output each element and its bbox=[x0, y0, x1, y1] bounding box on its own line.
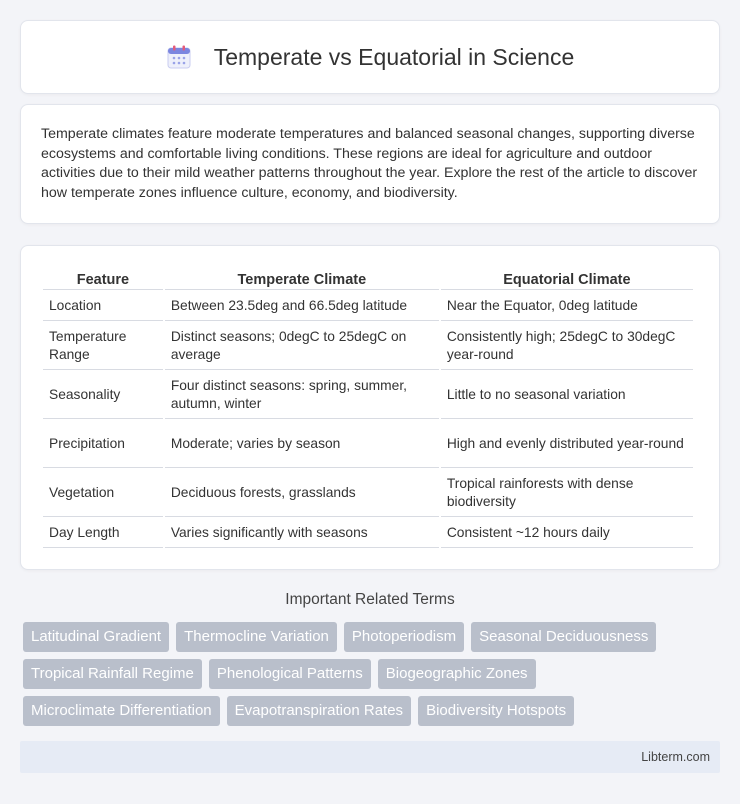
tag-thermocline-variation[interactable]: Thermocline Variation bbox=[176, 622, 337, 652]
table-cell: Precipitation bbox=[43, 421, 163, 468]
tag-biodiversity-hotspots[interactable]: Biodiversity Hotspots bbox=[418, 696, 574, 726]
table-cell: Location bbox=[43, 292, 163, 321]
table-cell: Little to no seasonal variation bbox=[441, 372, 693, 419]
tag-biogeographic-zones[interactable]: Biogeographic Zones bbox=[378, 659, 536, 689]
table-row bbox=[43, 421, 693, 468]
header-equatorial: Equatorial Climate bbox=[441, 268, 693, 290]
related-terms-tags bbox=[23, 622, 723, 733]
tag-microclimate-differentiation[interactable]: Microclimate Differentiation bbox=[23, 696, 220, 726]
table-cell: High and evenly distributed year-round bbox=[441, 421, 693, 468]
table-cell: Vegetation bbox=[43, 470, 163, 517]
footer bbox=[20, 741, 720, 773]
table-row bbox=[43, 519, 693, 548]
table-header-row bbox=[43, 268, 693, 290]
table-cell: Consistent ~12 hours daily bbox=[441, 519, 693, 548]
table-cell: Moderate; varies by season bbox=[165, 421, 439, 468]
title-wrap bbox=[166, 44, 575, 71]
header-card bbox=[20, 20, 720, 94]
related-terms-title: Important Related Terms bbox=[285, 591, 455, 608]
table-cell: Temperature Range bbox=[43, 323, 163, 370]
calendar-icon bbox=[166, 44, 192, 70]
table-cell: Distinct seasons; 0degC to 25degC on average bbox=[165, 323, 439, 370]
table-cell: Between 23.5deg and 66.5deg latitude bbox=[165, 292, 439, 321]
header-temperate: Temperate Climate bbox=[165, 268, 439, 290]
intro-card bbox=[20, 104, 720, 224]
tag-photoperiodism[interactable]: Photoperiodism bbox=[344, 622, 464, 652]
table-cell: Seasonality bbox=[43, 372, 163, 419]
table-cell: Varies significantly with seasons bbox=[165, 519, 439, 548]
table-cell: Near the Equator, 0deg latitude bbox=[441, 292, 693, 321]
table-cell: Tropical rainforests with dense biodiversity bbox=[441, 470, 693, 517]
page-title: Temperate vs Equatorial in Science bbox=[213, 43, 575, 70]
table-row bbox=[43, 292, 693, 321]
table-row bbox=[43, 470, 693, 517]
tag-seasonal-deciduousness[interactable]: Seasonal Deciduousness bbox=[471, 622, 656, 652]
table-row bbox=[43, 372, 693, 419]
tag-phenological-patterns[interactable]: Phenological Patterns bbox=[209, 659, 371, 689]
footer-brand[interactable]: Libterm.com bbox=[641, 750, 710, 764]
table-cell: Day Length bbox=[43, 519, 163, 548]
tag-evapotranspiration-rates[interactable]: Evapotranspiration Rates bbox=[227, 696, 411, 726]
header-feature: Feature bbox=[43, 268, 163, 290]
comparison-table-card bbox=[20, 245, 720, 570]
intro-paragraph: Temperate climates feature moderate temperatures and balanced seasonal changes, supporting diverse ecosystems and comfortable living conditions. These regions are ideal for agriculture and outdoor activities due to their mild weather patterns throughout the year. Explore the rest of the article to discover how temperate zones influence culture, economy, and biodiversity. bbox=[41, 126, 698, 201]
comparison-table bbox=[41, 266, 695, 550]
tag-tropical-rainfall-regime[interactable]: Tropical Rainfall Regime bbox=[23, 659, 202, 689]
table-cell: Four distinct seasons: spring, summer, autumn, winter bbox=[165, 372, 439, 419]
table-row bbox=[43, 323, 693, 370]
table-cell: Consistently high; 25degC to 30degC year-round bbox=[441, 323, 693, 370]
tag-latitudinal-gradient[interactable]: Latitudinal Gradient bbox=[23, 622, 169, 652]
table-cell: Deciduous forests, grasslands bbox=[165, 470, 439, 517]
